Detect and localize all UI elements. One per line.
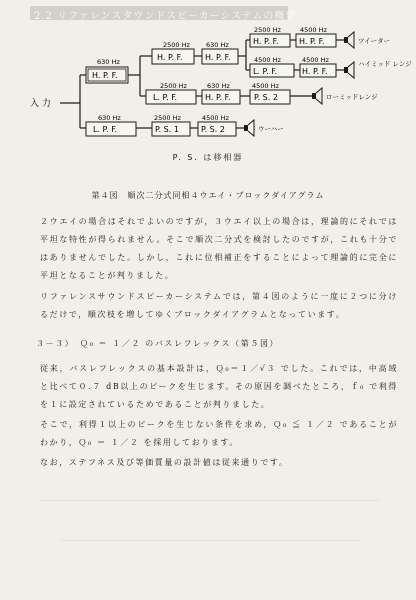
block-hpf-mid-label: H. P. F. bbox=[157, 53, 183, 62]
freq-tw2: 4500 Hz bbox=[300, 26, 327, 34]
diagram-legend: P. S. は移相器 bbox=[172, 153, 244, 162]
freq-wf-ps1: 2500 Hz bbox=[154, 114, 181, 122]
block-hpf-tw1-label: H. P. F. bbox=[253, 37, 279, 46]
paragraph-2: リファレンスサウンドスピーカーシステムでは，第４図のように一度に２つに分けるだけで，順次枝を増してゆくブロックダイアグラムとなっています。 bbox=[40, 292, 398, 319]
block-lpf-lmr-label: L. P. F. bbox=[153, 93, 178, 102]
block-hpf-hmr-label: H. P. F. bbox=[302, 67, 328, 76]
freq-wf-ps2: 4500 Hz bbox=[202, 114, 229, 122]
freq-mid2: 630 Hz bbox=[206, 41, 229, 49]
bleed-through-mark bbox=[60, 540, 360, 541]
block-hpf-root-label: H. P. F. bbox=[92, 71, 118, 80]
input-label: 入 力 bbox=[30, 99, 51, 109]
speaker-label-high-mid: ハイミッド レンジ bbox=[358, 60, 412, 68]
block-hpf-mid2-label: H. P. F. bbox=[205, 53, 231, 62]
low-mid-speaker-icon bbox=[312, 93, 316, 99]
freq-tw1: 2500 Hz bbox=[254, 26, 281, 34]
tweeter-cone-icon bbox=[348, 32, 354, 48]
block-ps2-wf-label: P. S. 2 bbox=[201, 125, 225, 134]
figure-caption: 第４図 順次二分式同相４ウエイ・ブロックダイアグラム bbox=[91, 191, 325, 200]
block-hpf-tw2-label: H. P. F. bbox=[299, 37, 325, 46]
section-heading: ３－３） Ｑ₀ ＝ １／２ のバスレフレックス（第５図） bbox=[36, 339, 280, 348]
low-mid-cone-icon bbox=[316, 88, 322, 104]
freq-hmr-lpf: 4500 Hz bbox=[254, 56, 281, 64]
bleed-through-mark bbox=[40, 500, 380, 501]
paragraph-5: なお，ステフネス及び等価質量の設計値は従来通りです。 bbox=[40, 458, 289, 467]
tweeter-speaker-icon bbox=[344, 37, 348, 43]
freq-lmr-ps: 4500 Hz bbox=[252, 82, 279, 90]
freq-mid: 2500 Hz bbox=[163, 41, 190, 49]
freq-lmr-lpf: 2500 Hz bbox=[160, 82, 187, 90]
woofer-cone-icon bbox=[248, 120, 254, 136]
high-mid-speaker-icon bbox=[344, 67, 348, 73]
woofer-speaker-icon bbox=[244, 125, 248, 131]
speaker-label-low-mid: ローミッドレンジ bbox=[326, 93, 378, 101]
freq-lmr-hpf: 630 Hz bbox=[207, 82, 230, 90]
paragraph-1: ２ウエイの場合はそれでよいのですが，３ウエイ以上の場合は，理論的にそれでは平坦な特性が得られません。そこで順次二分式を検討したのですが，これも十分ではありませんでした。しかし，これに位相補正をすることによって理論的に完全に平坦となることが判りました。 bbox=[40, 217, 398, 280]
speaker-label-tweeter: ツイーター bbox=[358, 37, 391, 45]
block-ps1-wf-label: P. S. 1 bbox=[155, 125, 179, 134]
freq-wf-lpf: 630 Hz bbox=[98, 114, 121, 122]
speaker-label-woofer: ウーハー bbox=[258, 125, 284, 133]
paragraph-4: そこで，利得１以上のピークを生じない条件を求め，Ｑ₀ ≦ １／２ であることがわかり，Ｑ₀ ＝ １／２ を採用しております。 bbox=[40, 420, 398, 447]
block-lpf-hmr-label: L. P. F. bbox=[253, 67, 278, 76]
block-lpf-wf-label: L. P. F. bbox=[93, 125, 118, 134]
page-header-title: 2.2 リファレンスタウンドスピーカーシステムの概要 bbox=[34, 11, 297, 22]
block-hpf-lmr-label: H. P. F. bbox=[205, 93, 231, 102]
high-mid-cone-icon bbox=[348, 62, 354, 78]
freq-root: 630 Hz bbox=[97, 58, 120, 66]
block-ps2-lmr-label: P. S. 2 bbox=[254, 93, 278, 102]
paragraph-3: 従来，バスレフレックスの基本設計は，Ｑ₀＝１／√３ でした。これでは，中高域と比べて０.７ dB以上のピークを生じます。その原因を調べたところ，ｆ₀ で利得を１に設定されているためであることが判りました。 bbox=[40, 364, 398, 409]
freq-hmr-hpf: 4500 Hz bbox=[302, 56, 329, 64]
